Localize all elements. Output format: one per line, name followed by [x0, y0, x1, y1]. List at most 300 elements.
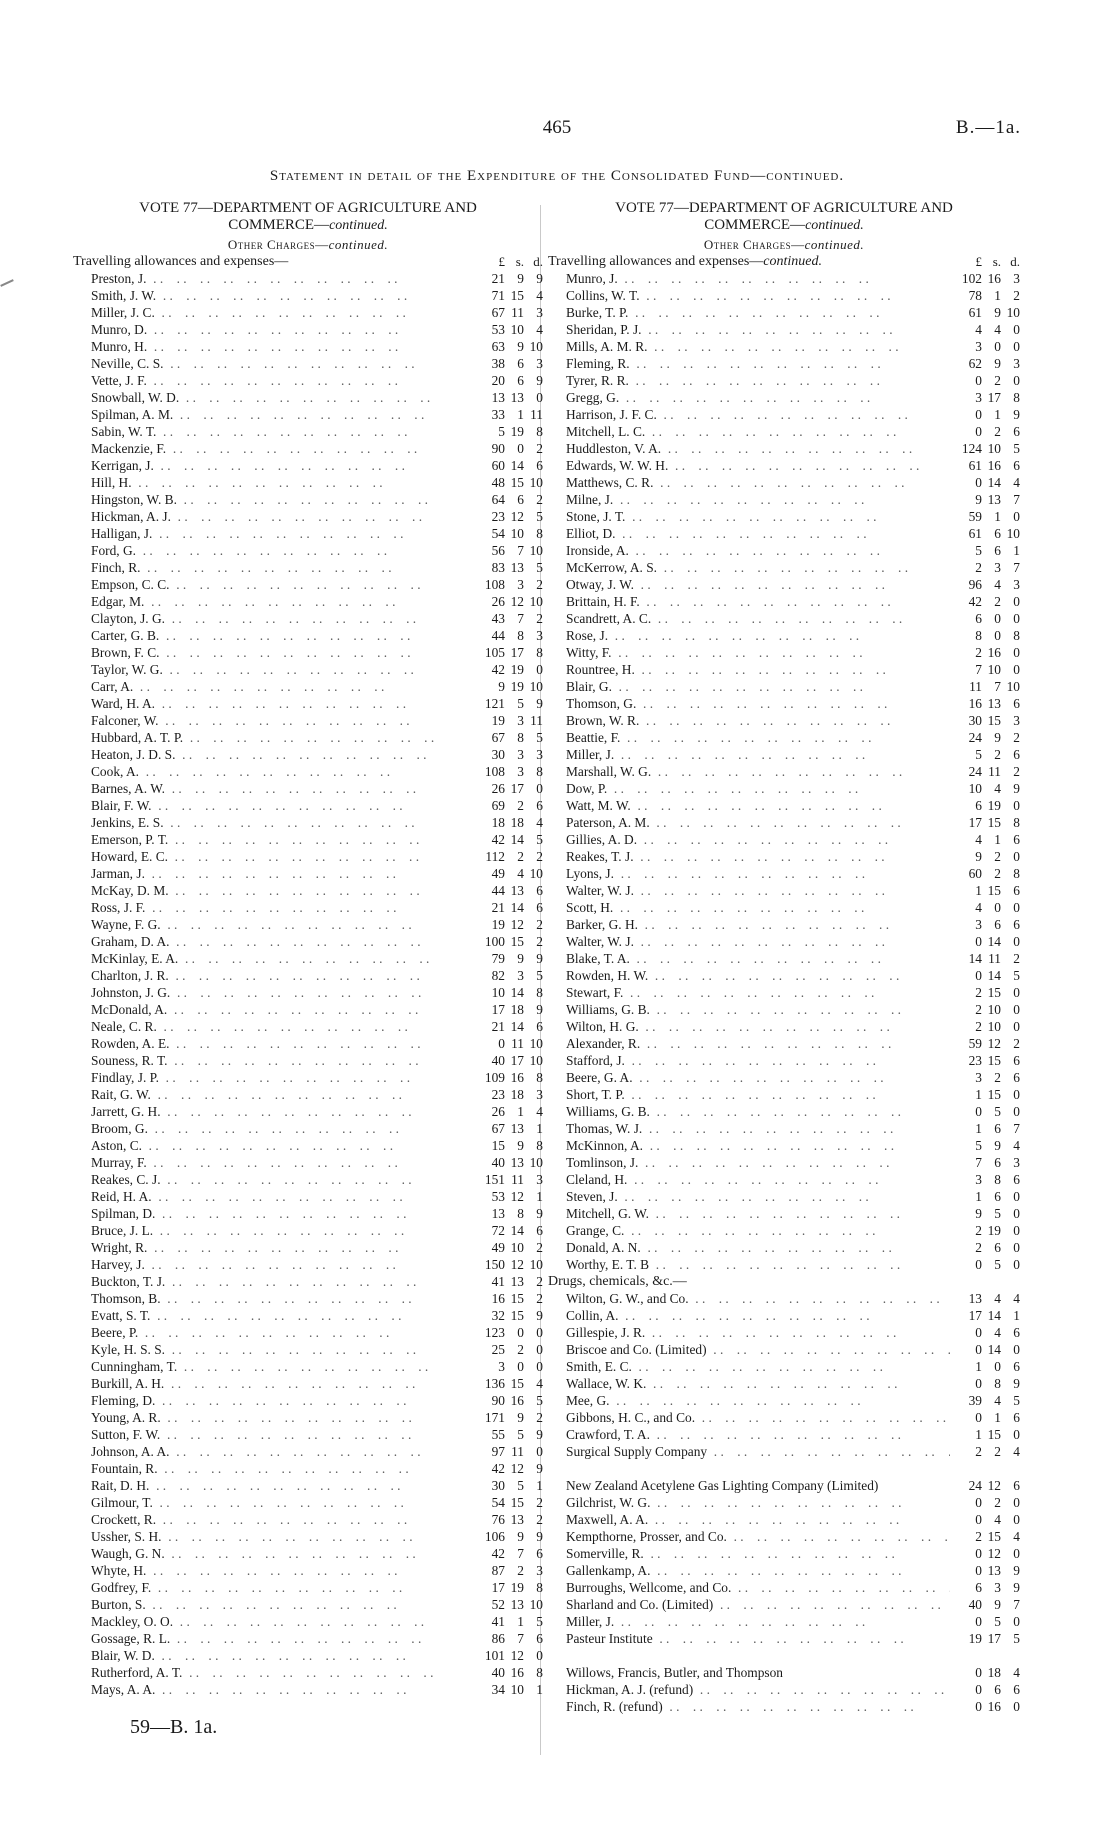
- pounds-head: £: [975, 254, 982, 269]
- payee-name: Miller, J. . .: [548, 1613, 950, 1630]
- pence-value: 1: [536, 1121, 543, 1136]
- pence-value: 2: [536, 1410, 543, 1425]
- amount: [473, 525, 543, 542]
- pence-value: 0: [1013, 1104, 1020, 1119]
- payee-name: Reakes, C. J. . .: [73, 1171, 473, 1188]
- shillings-value: 9: [517, 1138, 524, 1153]
- pence-value: 3: [536, 628, 543, 643]
- table-row: [548, 1205, 1020, 1222]
- payee-name: Collins, W. T. . .: [548, 287, 950, 304]
- shillings-value: 5: [994, 1614, 1001, 1629]
- payee-name: Stewart, F. . .: [548, 984, 950, 1001]
- pounds-value: 10: [968, 781, 982, 796]
- pence-value: 6: [1013, 696, 1020, 711]
- pounds-value: 54: [491, 1495, 505, 1510]
- amount: [950, 1324, 1020, 1341]
- footer-signature: 59—B. 1a.: [130, 1716, 218, 1738]
- payee-name: Mitchell, L. C. . .: [548, 423, 950, 440]
- amount: [950, 355, 1020, 372]
- shillings-value: 19: [510, 679, 524, 694]
- pence-value: 0: [1013, 1223, 1020, 1238]
- payee-name: Whyte, H. . .: [73, 1562, 473, 1579]
- pence-value: 0: [1013, 1427, 1020, 1442]
- amount: [950, 1494, 1020, 1511]
- table-row: [73, 508, 543, 525]
- shillings-value: 14: [510, 900, 524, 915]
- pounds-value: 23: [968, 1053, 982, 1068]
- travelling-group-heading-right: [548, 253, 1020, 270]
- shillings-value: 16: [510, 1665, 524, 1680]
- pounds-value: 40: [491, 1155, 505, 1170]
- pence-value: 0: [536, 1648, 543, 1663]
- pounds-value: 0: [975, 1495, 982, 1510]
- payee-name: Barnes, A. W. . .: [73, 780, 473, 797]
- shillings-value: 12: [510, 1189, 524, 1204]
- pence-value: 0: [1013, 509, 1020, 524]
- pence-value: 6: [536, 1631, 543, 1646]
- pence-value: 4: [536, 288, 543, 303]
- amount: [473, 1494, 543, 1511]
- pence-value: 3: [536, 1563, 543, 1578]
- pounds-value: 0: [975, 1682, 982, 1697]
- payee-name: Walter, W. J. . .: [548, 882, 950, 899]
- pence-value: 6: [1013, 1478, 1020, 1493]
- table-row: [73, 933, 543, 950]
- amount: [950, 1630, 1020, 1647]
- pence-value: 4: [536, 815, 543, 830]
- pence-value: 2: [536, 441, 543, 456]
- table-row: [548, 678, 1020, 695]
- table-row: [73, 678, 543, 695]
- amount: [473, 1256, 543, 1273]
- table-row: [73, 1120, 543, 1137]
- table-row: [73, 1018, 543, 1035]
- shillings-value: 3: [517, 713, 524, 728]
- pounds-value: 102: [961, 271, 982, 286]
- payee-name: Souness, R. T. . .: [73, 1052, 473, 1069]
- pence-value: 6: [1013, 917, 1020, 932]
- pence-value: 2: [536, 492, 543, 507]
- amount: [473, 1069, 543, 1086]
- payee-name: McKinnon, A. . .: [548, 1137, 950, 1154]
- payee-name: Brown, W. R. . .: [548, 712, 950, 729]
- pounds-value: 7: [975, 662, 982, 677]
- pence-value: 0: [1013, 1699, 1020, 1714]
- amount: [473, 576, 543, 593]
- table-row: [73, 967, 543, 984]
- pence-value: 0: [536, 390, 543, 405]
- amount: [473, 1596, 543, 1613]
- amount: [473, 967, 543, 984]
- pence-value: 8: [536, 645, 543, 660]
- amount: [473, 1630, 543, 1647]
- shillings-value: 0: [994, 628, 1001, 643]
- pence-value: 3: [1013, 577, 1020, 592]
- table-row: [548, 763, 1020, 780]
- table-row: [73, 1188, 543, 1205]
- pounds-value: 42: [491, 1546, 505, 1561]
- payee-name: Emerson, P. T. . .: [73, 831, 473, 848]
- pence-value: 6: [1013, 883, 1020, 898]
- table-row: [548, 1001, 1020, 1018]
- payee-name: Broom, G. . .: [73, 1120, 473, 1137]
- payee-name: Jarrett, G. H. . .: [73, 1103, 473, 1120]
- payee-name: Maxwell, A. A. . .: [548, 1511, 950, 1528]
- table-row: [548, 1392, 1020, 1409]
- pence-value: 2: [536, 849, 543, 864]
- amount: [950, 950, 1020, 967]
- payee-name: Blake, T. A. . .: [548, 950, 950, 967]
- table-row: [73, 1494, 543, 1511]
- pounds-value: 0: [975, 424, 982, 439]
- shillings-value: 12: [987, 1036, 1001, 1051]
- pence-value: 3: [536, 305, 543, 320]
- pence-value: 6: [536, 1019, 543, 1034]
- amount: [473, 1222, 543, 1239]
- pence-value: 9: [536, 373, 543, 388]
- pence-value: 3: [1013, 1155, 1020, 1170]
- pence-value: 10: [1006, 526, 1020, 541]
- pounds-value: 0: [975, 373, 982, 388]
- pounds-value: 17: [491, 1580, 505, 1595]
- pounds-value: 5: [975, 543, 982, 558]
- amount: [473, 1443, 543, 1460]
- payee-name: Mays, A. A. . .: [73, 1681, 473, 1698]
- pounds-value: 7: [975, 1155, 982, 1170]
- payee-name: Beattie, F. . .: [548, 729, 950, 746]
- pounds-value: 62: [968, 356, 982, 371]
- right-column: [548, 200, 1020, 1715]
- shillings-value: 1: [994, 1410, 1001, 1425]
- amount: [473, 440, 543, 457]
- table-row: [73, 1358, 543, 1375]
- pounds-value: 55: [491, 1427, 505, 1442]
- amount: [950, 916, 1020, 933]
- shillings-value: 7: [517, 1631, 524, 1646]
- shillings-value: 8: [517, 1206, 524, 1221]
- table-row: [73, 389, 543, 406]
- pence-value: 5: [1013, 1631, 1020, 1646]
- vote-heading-right: [548, 200, 1020, 234]
- payee-name: Burke, T. P. . .: [548, 304, 950, 321]
- amount: [950, 712, 1020, 729]
- pounds-value: 0: [975, 1342, 982, 1357]
- left-entries-list: [73, 270, 543, 1698]
- pence-value: 5: [1013, 441, 1020, 456]
- pence-value: 0: [1013, 594, 1020, 609]
- pence-value: 6: [1013, 747, 1020, 762]
- amount: [473, 1035, 543, 1052]
- amount: [473, 644, 543, 661]
- pounds-value: 4: [975, 322, 982, 337]
- pounds-value: 4: [975, 900, 982, 915]
- payee-name: Thomson, B. . .: [73, 1290, 473, 1307]
- margin-pencil-mark: [0, 279, 14, 287]
- amount: [473, 1239, 543, 1256]
- table-row: [73, 848, 543, 865]
- pence-value: 0: [1013, 934, 1020, 949]
- payee-name: Hickman, A. J. . .: [73, 508, 473, 525]
- amount: [473, 627, 543, 644]
- pounds-value: 40: [491, 1053, 505, 1068]
- pounds-value: 56: [491, 543, 505, 558]
- pounds-value: 21: [491, 900, 505, 915]
- table-row: [73, 440, 543, 457]
- pence-value: 0: [1013, 1546, 1020, 1561]
- shillings-value: 6: [994, 917, 1001, 932]
- shillings-value: 18: [510, 1002, 524, 1017]
- shillings-value: 5: [517, 1478, 524, 1493]
- amount: [473, 848, 543, 865]
- pence-value: 8: [1013, 390, 1020, 405]
- table-row: [548, 355, 1020, 372]
- amount: [950, 1018, 1020, 1035]
- shillings-value: 15: [987, 815, 1001, 830]
- pence-value: 0: [1013, 985, 1020, 1000]
- pence-value: 9: [1013, 407, 1020, 422]
- table-row: [73, 406, 543, 423]
- pounds-value: 61: [968, 305, 982, 320]
- pounds-value: 8: [975, 628, 982, 643]
- pounds-value: 13: [491, 390, 505, 405]
- pence-value: 0: [1013, 645, 1020, 660]
- amount: [473, 746, 543, 763]
- pounds-value: 33: [491, 407, 505, 422]
- pence-value: 9: [536, 1427, 543, 1442]
- payee-name: Fountain, R. . .: [73, 1460, 473, 1477]
- amount: [473, 1103, 543, 1120]
- amount: [950, 984, 1020, 1001]
- payee-name: Barker, G. H. . .: [548, 916, 950, 933]
- payee-name: Neville, C. S. . .: [73, 355, 473, 372]
- pounds-value: 43: [491, 611, 505, 626]
- amount: [950, 678, 1020, 695]
- table-row: [548, 780, 1020, 797]
- shillings-value: 14: [510, 985, 524, 1000]
- pounds-value: 123: [484, 1325, 505, 1340]
- table-row: [73, 1392, 543, 1409]
- shillings-value: 14: [510, 832, 524, 847]
- pounds-value: 0: [975, 1104, 982, 1119]
- payee-name: Waugh, G. N. . .: [73, 1545, 473, 1562]
- pence-value: 0: [536, 1444, 543, 1459]
- group-heading-text: Travelling allowances and expenses—: [548, 254, 764, 269]
- payee-name: Harrison, J. F. C. . .: [548, 406, 950, 423]
- payee-name: Williams, G. B. . .: [548, 1103, 950, 1120]
- vote-heading-continued: continued.: [329, 218, 388, 233]
- amount: [473, 338, 543, 355]
- amount: [473, 1307, 543, 1324]
- shillings-value: 3: [517, 747, 524, 762]
- pence-value: 10: [1006, 679, 1020, 694]
- pounds-value: 0: [975, 1546, 982, 1561]
- pounds-value: 0: [975, 1257, 982, 1272]
- amount: [473, 287, 543, 304]
- shillings-value: 15: [987, 1087, 1001, 1102]
- pounds-value: 79: [491, 951, 505, 966]
- amount: [473, 1086, 543, 1103]
- table-row: [548, 661, 1020, 678]
- payee-name: Rowden, A. E. . .: [73, 1035, 473, 1052]
- pounds-value: 21: [491, 1019, 505, 1034]
- payee-name: Mitchell, G. W. . .: [548, 1205, 950, 1222]
- pounds-value: 3: [975, 1172, 982, 1187]
- shillings-value: 4: [517, 866, 524, 881]
- pounds-value: 49: [491, 866, 505, 881]
- pence-value: 7: [1013, 1597, 1020, 1612]
- table-row: [73, 1171, 543, 1188]
- other-charges-continued: continued.: [804, 237, 865, 252]
- shillings-value: 2: [994, 1070, 1001, 1085]
- shillings-value: 6: [994, 1682, 1001, 1697]
- shillings-value: 15: [987, 1427, 1001, 1442]
- table-row: [548, 1154, 1020, 1171]
- pounds-value: 76: [491, 1512, 505, 1527]
- pounds-value: 2: [975, 560, 982, 575]
- vote-heading-left: [73, 200, 543, 234]
- shillings-value: 2: [994, 594, 1001, 609]
- vote-heading-line1: VOTE 77—DEPARTMENT OF AGRICULTURE AND: [615, 200, 953, 216]
- statement-title: Statement in detail of the Expenditure of the Consolidated Fund—continued.: [269, 168, 845, 184]
- pounds-value: 0: [975, 475, 982, 490]
- amount: [950, 1664, 1020, 1681]
- money-column-heads: [473, 253, 543, 270]
- amount: [473, 763, 543, 780]
- pounds-value: 72: [491, 1223, 505, 1238]
- table-row: [73, 1426, 543, 1443]
- shillings-value: 15: [987, 1053, 1001, 1068]
- table-row: [73, 1341, 543, 1358]
- shillings-value: 13: [510, 1274, 524, 1289]
- payee-name: Fleming, D. . .: [73, 1392, 473, 1409]
- amount: [950, 1137, 1020, 1154]
- pounds-value: 11: [969, 679, 982, 694]
- shillings-value: 16: [987, 271, 1001, 286]
- pence-value: 9: [536, 1206, 543, 1221]
- amount: [473, 661, 543, 678]
- pounds-value: 63: [491, 339, 505, 354]
- pence-value: 9: [1013, 781, 1020, 796]
- pounds-value: 19: [491, 917, 505, 932]
- amount: [950, 372, 1020, 389]
- pounds-value: 0: [498, 1036, 505, 1051]
- table-row: [73, 355, 543, 372]
- shillings-value: 14: [987, 1308, 1001, 1323]
- pounds-value: 21: [491, 271, 505, 286]
- amount: [950, 525, 1020, 542]
- shillings-value: 16: [510, 1393, 524, 1408]
- amount: [950, 967, 1020, 984]
- payee-name: Bruce, J. L. . .: [73, 1222, 473, 1239]
- pounds-value: 5: [498, 424, 505, 439]
- payee-name: Gillespie, J. R. . .: [548, 1324, 950, 1341]
- pounds-value: 34: [491, 1682, 505, 1697]
- payee-name: Walter, W. J. . .: [548, 933, 950, 950]
- pounds-value: 136: [484, 1376, 505, 1391]
- payee-name: Grange, C. . .: [548, 1222, 950, 1239]
- table-row: [73, 1035, 543, 1052]
- amount: [950, 1086, 1020, 1103]
- amount: [473, 270, 543, 287]
- pence-value: 3: [1013, 356, 1020, 371]
- table-row: [548, 865, 1020, 882]
- table-row: [548, 491, 1020, 508]
- other-charges-heading-right: [548, 237, 1020, 253]
- table-row: [73, 321, 543, 338]
- payee-name: Gilmour, T. . .: [73, 1494, 473, 1511]
- table-row: [548, 1409, 1020, 1426]
- pence-value: 8: [1013, 628, 1020, 643]
- payee-name: Reid, H. A. . .: [73, 1188, 473, 1205]
- table-row: [548, 729, 1020, 746]
- pence-value: 4: [1013, 1444, 1020, 1459]
- table-row: [548, 1511, 1020, 1528]
- amount: [473, 1205, 543, 1222]
- shillings-value: 0: [517, 441, 524, 456]
- pence-value: 5: [1013, 1393, 1020, 1408]
- pounds-value: 15: [491, 1138, 505, 1153]
- pence-value: 0: [1013, 1240, 1020, 1255]
- shillings-value: 15: [510, 288, 524, 303]
- payee-name: Jarman, J. . .: [73, 865, 473, 882]
- amount: [950, 610, 1020, 627]
- page-number: 465: [542, 117, 572, 138]
- amount: [473, 355, 543, 372]
- pounds-value: 105: [484, 645, 505, 660]
- pence-value: 10: [529, 1597, 543, 1612]
- amount: [950, 1341, 1020, 1358]
- table-row: [73, 1256, 543, 1273]
- amount: [950, 695, 1020, 712]
- pounds-value: 9: [975, 1206, 982, 1221]
- pence-value: 2: [536, 1495, 543, 1510]
- amount: [950, 321, 1020, 338]
- pence-value: 1: [536, 1189, 543, 1204]
- payee-name: Donald, A. N. . .: [548, 1239, 950, 1256]
- payee-name: Harvey, J. . .: [73, 1256, 473, 1273]
- amount: [473, 1290, 543, 1307]
- pounds-value: 59: [968, 1036, 982, 1051]
- pounds-value: 109: [484, 1070, 505, 1085]
- payee-name: Ironside, A. . .: [548, 542, 950, 559]
- payee-name: Cunningham, T. . .: [73, 1358, 473, 1375]
- pence-value: 2: [536, 1512, 543, 1527]
- shillings-head: s.: [992, 254, 1001, 269]
- amount: [473, 508, 543, 525]
- pounds-value: 40: [968, 1597, 982, 1612]
- payee-name: Aston, C. . .: [73, 1137, 473, 1154]
- payee-name: Godfrey, F. . .: [73, 1579, 473, 1596]
- pounds-value: 24: [968, 1478, 982, 1493]
- table-row: [73, 1205, 543, 1222]
- table-row: [73, 576, 543, 593]
- pence-value: 0: [536, 1342, 543, 1357]
- amount: [950, 1035, 1020, 1052]
- table-row: [73, 661, 543, 678]
- shillings-value: 13: [510, 1512, 524, 1527]
- vote-heading-line2: COMMERCE—: [228, 217, 330, 233]
- shillings-value: 0: [994, 611, 1001, 626]
- pence-value: 5: [536, 832, 543, 847]
- payee-name: Dow, P. . .: [548, 780, 950, 797]
- payee-name: Worthy, E. T. B . .: [548, 1256, 950, 1273]
- table-row: [548, 1460, 1020, 1494]
- pounds-value: 14: [968, 951, 982, 966]
- payee-name: Charlton, J. R. . .: [73, 967, 473, 984]
- pounds-value: 108: [484, 764, 505, 779]
- table-row: [548, 474, 1020, 491]
- shillings-value: 2: [994, 747, 1001, 762]
